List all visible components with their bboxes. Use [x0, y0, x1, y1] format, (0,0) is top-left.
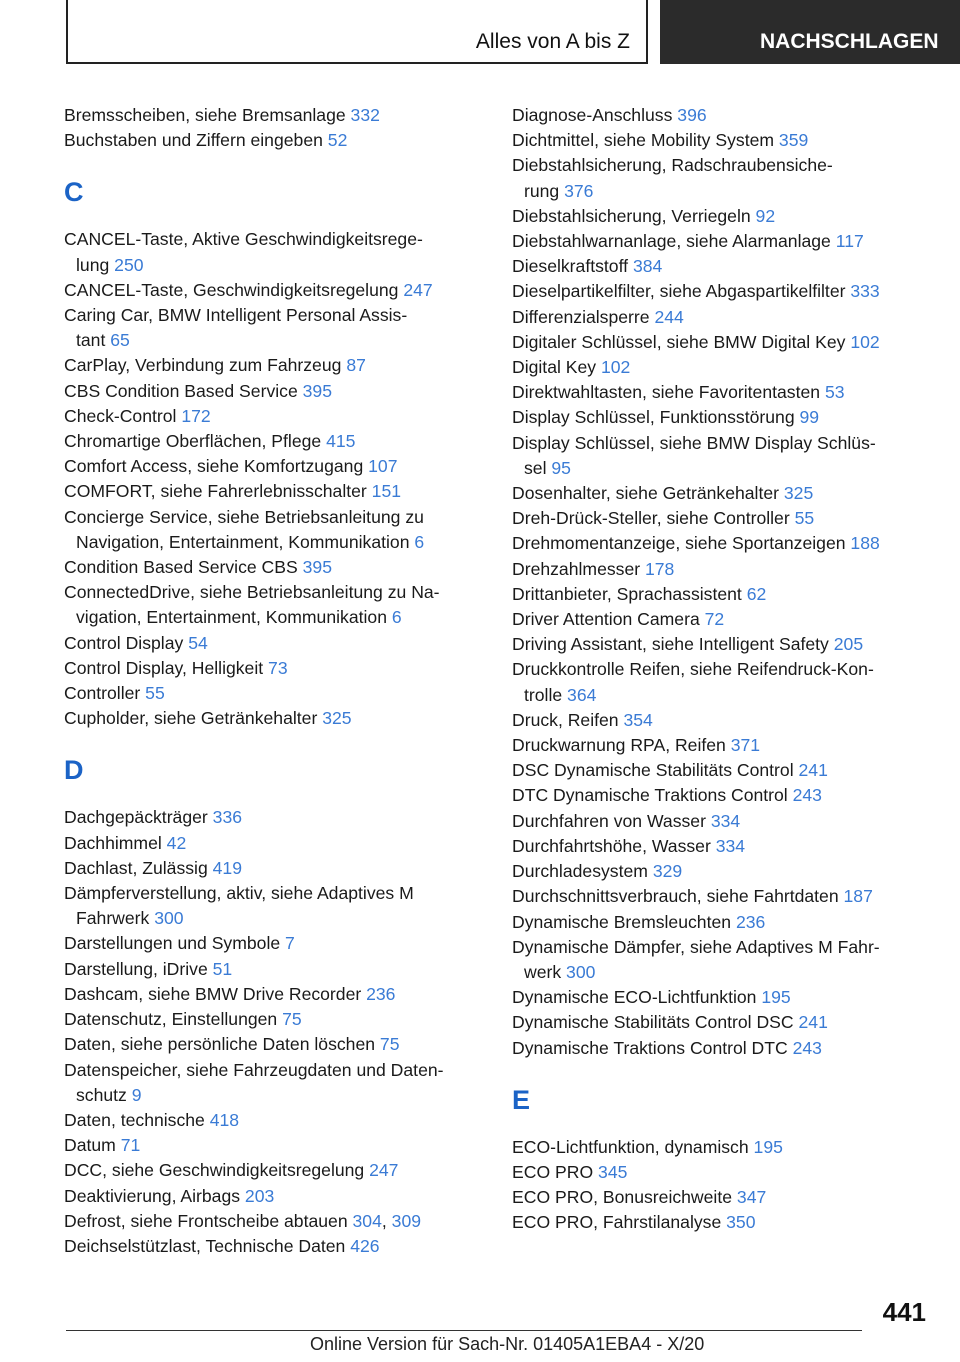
page-reference-link[interactable]: 345	[598, 1161, 628, 1182]
index-entry-term: Druckkontrolle Reifen, siehe Reifendruck-Kon-	[512, 659, 874, 680]
page-reference-link[interactable]: 178	[644, 558, 675, 579]
index-entry	[512, 380, 932, 405]
page-reference-link[interactable]: 395	[302, 557, 332, 578]
page-reference-link[interactable]: 247	[403, 279, 433, 300]
page-number: 441	[882, 1297, 926, 1327]
page-reference-link[interactable]: 247	[369, 1160, 399, 1181]
index-entry	[512, 531, 932, 556]
index-entry-term: Durchladesystem	[512, 861, 653, 882]
index-entry	[64, 931, 484, 956]
page-reference-link[interactable]: 54	[188, 632, 208, 653]
page-reference-link[interactable]: 300	[566, 961, 596, 982]
index-entry	[512, 330, 932, 355]
index-entry	[512, 884, 932, 909]
page-reference-link[interactable]: 364	[567, 684, 597, 705]
index-entry-term: Dämpferverstellung, aktiv, siehe Adaptives M	[64, 883, 414, 904]
page-reference-link[interactable]: 371	[730, 735, 761, 756]
page-reference-link[interactable]: 7	[285, 933, 295, 954]
page-reference-link[interactable]: 244	[654, 306, 684, 327]
index-entry-term: Deaktivierung, Airbags	[64, 1185, 245, 1206]
index-entry	[512, 935, 932, 985]
index-entry	[64, 1184, 484, 1209]
index-entry-term: Concierge Service, siehe Betriebsanleitung zu	[64, 506, 424, 527]
index-entry	[512, 506, 932, 531]
page-reference-link[interactable]: 195	[753, 1136, 783, 1157]
index-entry	[64, 656, 484, 681]
page-reference-link[interactable]: 75	[282, 1009, 302, 1030]
page-reference-link[interactable]: 241	[798, 760, 828, 781]
page-reference-link[interactable]: 243	[792, 1037, 822, 1058]
page-reference-link[interactable]: 325	[783, 483, 814, 504]
index-entry	[512, 985, 932, 1010]
index-entry-term: Driving Assistant, siehe Intelligent Safety	[512, 634, 834, 655]
index-entry-term: Druck, Reifen	[512, 709, 624, 730]
page-reference-link[interactable]: 384	[632, 256, 663, 277]
index-entry-term: Cupholder, siehe Getränkehalter	[64, 708, 323, 729]
header-chapter-tab	[660, 0, 960, 64]
index-entry	[64, 805, 484, 830]
index-entry-term: COMFORT, siehe Fahrerlebnisschalter	[64, 481, 372, 502]
index-entry-term: Dreh-Drück-Steller, siehe Controller	[512, 508, 795, 529]
index-entry-term: Durchfahren von Wasser	[512, 810, 711, 831]
page-reference-link[interactable]: 236	[735, 911, 766, 932]
index-entry	[64, 856, 484, 881]
index-entry-term: Buchstaben und Ziffern eingeben	[64, 130, 328, 151]
page-reference-link[interactable]: 53	[824, 382, 845, 403]
index-entry	[64, 404, 484, 429]
index-entry	[512, 733, 932, 758]
index-entry-term: ConnectedDrive, siehe Betriebsanleitung zu Na-	[64, 582, 440, 603]
page-reference-link[interactable]: 350	[726, 1212, 756, 1233]
index-entry-term: Dynamische Stabilitäts Control DSC	[512, 1012, 799, 1033]
index-entry	[64, 881, 484, 931]
index-entry-term: Chromartige Oberflächen, Pflege	[64, 431, 327, 452]
page-reference-link[interactable]: 205	[833, 634, 864, 655]
index-entry	[512, 557, 932, 582]
index-entry	[64, 631, 484, 656]
index-column-right	[512, 103, 932, 1236]
index-entry	[64, 681, 484, 706]
index-entry	[64, 706, 484, 731]
index-entry	[64, 1133, 484, 1158]
header-section-box	[66, 0, 648, 64]
page-reference-link[interactable]: 418	[209, 1109, 240, 1130]
index-entry	[64, 128, 484, 153]
page-reference-link[interactable]: 419	[212, 857, 242, 878]
index-entry	[512, 910, 932, 935]
index-entry-term: Dichtmittel, siehe Mobility System	[512, 130, 779, 151]
index-entry	[64, 454, 484, 479]
index-letter-heading: C	[64, 177, 84, 208]
index-entry	[64, 429, 484, 454]
index-entry-term: Drittanbieter, Sprachassistent	[512, 583, 747, 604]
index-entry-term: Display Schlüssel, Funktionsstörung	[512, 407, 800, 428]
page-reference-link[interactable]: 304	[352, 1210, 382, 1231]
index-entry-term: Dynamische Bremsleuchten	[512, 911, 736, 932]
page-reference-link[interactable]: 75	[379, 1034, 400, 1055]
index-column-left	[64, 103, 484, 1259]
index-entry	[512, 128, 932, 153]
index-entry	[512, 1036, 932, 1061]
page-reference-link[interactable]: 9	[131, 1084, 142, 1105]
index-entry	[512, 1185, 932, 1210]
page-reference-link[interactable]: 347	[736, 1187, 767, 1208]
index-entry-term: Dosenhalter, siehe Getränkehalter	[512, 483, 784, 504]
index-entry-term-continued: trolle	[524, 684, 568, 705]
page-reference-link[interactable]: 188	[850, 533, 880, 554]
page-reference-link[interactable]: 354	[623, 709, 653, 730]
index-entry-term: CBS Condition Based Service	[64, 380, 303, 401]
index-entry-term: Diagnose-Anschluss	[512, 105, 678, 125]
index-entry	[64, 303, 484, 353]
index-entry-term: Check-Control	[64, 405, 182, 426]
index-entry-term: Daten, siehe persönliche Daten löschen	[64, 1034, 380, 1055]
page-reference-link[interactable]: 325	[322, 708, 352, 729]
page-reference-link[interactable]: 87	[346, 355, 366, 376]
page-reference-link[interactable]: 65	[110, 330, 130, 351]
index-entry	[512, 1160, 932, 1185]
page-reference-link[interactable]: 52	[327, 130, 348, 151]
index-entry	[64, 831, 484, 856]
index-entry-term: CANCEL-Taste, Geschwindigkeitsregelung	[64, 279, 404, 300]
page-reference-link[interactable]: 55	[145, 683, 165, 704]
page-reference-link[interactable]: 95	[551, 457, 571, 478]
index-entry-term-continued: lung	[76, 254, 115, 275]
page-reference-link[interactable]: 241	[798, 1012, 828, 1033]
index-entry-term: Durchschnittsverbrauch, siehe Fahrtdaten	[512, 886, 844, 907]
page-reference-link[interactable]: 92	[755, 205, 776, 226]
page-reference-link[interactable]: 107	[368, 456, 398, 477]
index-entry	[64, 1058, 484, 1108]
index-entry-term: Drehzahlmesser	[512, 558, 645, 579]
index-entry	[512, 431, 932, 481]
index-entry-term: Durchfahrtshöhe, Wasser	[512, 835, 716, 856]
index-entry	[512, 1210, 932, 1235]
index-entry-term-continued: Fahrwerk	[76, 908, 155, 929]
index-entry-term: Dynamische Dämpfer, siehe Adaptives M Fahr-	[512, 936, 880, 957]
index-entry	[64, 1234, 484, 1259]
page-reference-link[interactable]: 6	[391, 607, 402, 628]
index-entry-term: DTC Dynamische Traktions Control	[512, 785, 793, 806]
index-entry-term: Darstellungen und Symbole	[64, 933, 286, 954]
index-entry-term: Dachgepäckträger	[64, 807, 213, 828]
page-reference-link[interactable]: 336	[212, 807, 243, 828]
index-entry	[512, 1135, 932, 1160]
page-reference-link[interactable]: 250	[114, 254, 144, 275]
index-entry-term: ECO-Lichtfunktion, dynamisch	[512, 1136, 754, 1157]
index-entry	[64, 1007, 484, 1032]
index-entry	[512, 305, 932, 330]
page-reference-link[interactable]: 396	[677, 105, 707, 125]
index-entry-term: Dachhimmel	[64, 832, 167, 853]
index-entry	[512, 607, 932, 632]
index-entry-term: Display Schlüssel, siehe BMW Display Schlüs-	[512, 432, 876, 453]
index-entry-term: Dachlast, Zulässig	[64, 857, 213, 878]
index-entry	[512, 153, 932, 203]
index-entry-term: Darstellung, iDrive	[64, 958, 213, 979]
index-letter-heading: E	[512, 1084, 531, 1115]
index-entry	[512, 859, 932, 884]
index-entry-term: Dieselkraftstoff	[512, 256, 633, 277]
index-entry-term: CANCEL-Taste, Aktive Geschwindigkeitsrege-	[64, 229, 423, 250]
page-reference-link[interactable]: 187	[843, 886, 873, 907]
index-entry-term: Condition Based Service CBS	[64, 557, 303, 578]
page-reference-link[interactable]: 332	[350, 105, 380, 125]
page-reference-link[interactable]: 151	[371, 481, 402, 502]
index-entry-term: Dashcam, siehe BMW Drive Recorder	[64, 983, 367, 1004]
page-reference-link[interactable]: 102	[850, 331, 880, 352]
index-entry	[512, 1010, 932, 1035]
header-chapter-label: NACHSCHLAGEN	[760, 30, 939, 53]
page-reference-link[interactable]: 415	[326, 431, 356, 452]
page-reference-link[interactable]: 334	[710, 810, 741, 831]
index-entry-term: Diebstahlsicherung, Verriegeln	[512, 205, 756, 226]
index-entry	[512, 481, 932, 506]
index-entry	[64, 103, 484, 128]
index-entry	[512, 582, 932, 607]
index-entry	[512, 758, 932, 783]
index-entry	[64, 379, 484, 404]
index-entry-term: Digital Key	[512, 357, 601, 378]
index-entry-term: ECO PRO, Fahrstilanalyse	[512, 1212, 727, 1233]
index-entry	[512, 405, 932, 430]
index-entry	[64, 1158, 484, 1183]
index-entry-term: Druckwarnung RPA, Reifen	[512, 735, 731, 756]
index-entry	[512, 103, 932, 128]
index-entry	[512, 229, 932, 254]
index-entry	[64, 957, 484, 982]
page-reference-link[interactable]: 55	[794, 508, 815, 529]
page-reference-link[interactable]: 359	[778, 130, 809, 151]
index-entry-term-continued: schutz	[76, 1084, 132, 1105]
index-entry-term: Dynamische ECO-Lichtfunktion	[512, 987, 762, 1008]
page-reference-link[interactable]: 309	[391, 1210, 422, 1231]
index-entry-term: CarPlay, Verbindung zum Fahrzeug	[64, 355, 347, 376]
index-entry	[64, 278, 484, 303]
page-reference-link[interactable]: 236	[366, 983, 396, 1004]
index-entry	[64, 353, 484, 378]
index-entry-term: Comfort Access, siehe Komfortzugang	[64, 456, 369, 477]
index-entry	[64, 505, 484, 555]
index-entry-term: Driver Attention Camera	[512, 609, 705, 630]
index-entry-term: Differenzialsperre	[512, 306, 655, 327]
page-reference-link[interactable]: 395	[302, 380, 332, 401]
index-entry-term-continued: werk	[524, 961, 567, 982]
index-entry	[512, 708, 932, 733]
footer-divider	[66, 1330, 862, 1331]
page-reference-link[interactable]: 203	[244, 1185, 275, 1206]
index-entry-term: Controller	[64, 683, 146, 704]
index-entry	[512, 279, 932, 304]
index-entry-term-continued: vigation, Entertainment, Kommunikation	[76, 607, 392, 628]
index-entry-term: Defrost, siehe Frontscheibe abtauen	[64, 1210, 353, 1231]
index-entry-term: Bremsscheiben, siehe Bremsanlage	[64, 105, 351, 125]
index-entry-term: Direktwahltasten, siehe Favoritentasten	[512, 382, 825, 403]
page-reference-link[interactable]: 62	[746, 583, 767, 604]
index-entry	[64, 1108, 484, 1133]
index-entry	[512, 783, 932, 808]
index-entry-term: Digitaler Schlüssel, siehe BMW Digital Key	[512, 331, 851, 352]
index-entry-term: DCC, siehe Geschwindigkeitsregelung	[64, 1160, 370, 1181]
index-entry-term: ECO PRO, Bonusreichweite	[512, 1187, 737, 1208]
page-reference-link[interactable]: 333	[850, 281, 880, 302]
index-entry-term-continued: tant	[76, 330, 111, 351]
index-entry-term: ECO PRO	[512, 1161, 599, 1182]
index-entry-term: Control Display	[64, 632, 189, 653]
index-entry-term: Drehmomentanzeige, siehe Sportanzeigen	[512, 533, 851, 554]
index-entry	[64, 1032, 484, 1057]
page-reference-link[interactable]: 99	[799, 407, 820, 428]
header-section-title: Alles von A bis Z	[475, 30, 630, 53]
index-entry-term: Control Display, Helligkeit	[64, 657, 269, 678]
index-entry-term: Dynamische Traktions Control DTC	[512, 1037, 793, 1058]
page-reference-link[interactable]: 426	[350, 1235, 380, 1256]
index-entry	[512, 204, 932, 229]
index-entry	[512, 632, 932, 657]
index-entry-term: Diebstahlsicherung, Radschraubensiche-	[512, 155, 833, 176]
footer-online-version: Online Version für Sach-Nr. 01405A1EBA4 - X/20	[310, 1334, 705, 1354]
index-entry	[64, 555, 484, 580]
index-entry	[64, 982, 484, 1007]
index-entry-term: Diebstahlwarnanlage, siehe Alarmanlage	[512, 231, 836, 252]
index-entry-term-continued: sel	[524, 457, 552, 478]
index-letter-heading: D	[64, 755, 84, 786]
index-entry	[512, 254, 932, 279]
index-entry-term-continued: rung	[524, 180, 565, 201]
page-reference-link[interactable]: 42	[166, 832, 187, 853]
index-entry-term-continued: Navigation, Entertainment, Kommunikation	[76, 531, 415, 552]
index-entry	[512, 657, 932, 707]
index-entry-term: Datenspeicher, siehe Fahrzeugdaten und Daten-	[64, 1059, 444, 1080]
page-reference-link[interactable]: 334	[715, 835, 746, 856]
index-entry-term: Datenschutz, Einstellungen	[64, 1009, 283, 1030]
page-reference-link[interactable]: 117	[835, 231, 864, 252]
index-entry	[64, 479, 484, 504]
page-reference-link[interactable]: 243	[792, 785, 822, 806]
page-reference-link[interactable]: 300	[154, 908, 184, 929]
index-entry-term: Deichselstützlast, Technische Daten	[64, 1235, 351, 1256]
page-reference-link[interactable]: 195	[761, 987, 791, 1008]
index-entry-term: Daten, technische	[64, 1109, 210, 1130]
page-reference-link[interactable]: 51	[212, 958, 233, 979]
index-entry	[64, 227, 484, 277]
index-entry	[512, 834, 932, 859]
index-entry-term: Caring Car, BMW Intelligent Personal Assis-	[64, 305, 408, 326]
page-reference-link[interactable]: 102	[600, 357, 631, 378]
page-reference-link[interactable]: 72	[704, 609, 725, 630]
page-reference-link[interactable]: 376	[564, 180, 594, 201]
index-entry	[512, 809, 932, 834]
index-entry-term: Dieselpartikelfilter, siehe Abgaspartikelfilter	[512, 281, 851, 302]
index-entry	[512, 355, 932, 380]
index-entry-term: DSC Dynamische Stabilitäts Control	[512, 760, 799, 781]
index-entry: Defrost, siehe Frontscheibe abtauen 304, 309	[64, 1210, 422, 1231]
page-reference-link[interactable]: 329	[652, 861, 683, 882]
index-entry-term: Datum	[64, 1135, 121, 1156]
page-reference-link[interactable]: 172	[181, 405, 211, 426]
page-reference-link[interactable]: 6	[414, 531, 425, 552]
page-reference-link[interactable]: 73	[268, 657, 288, 678]
index-entry	[64, 580, 484, 630]
page-reference-link[interactable]: 71	[120, 1135, 141, 1156]
